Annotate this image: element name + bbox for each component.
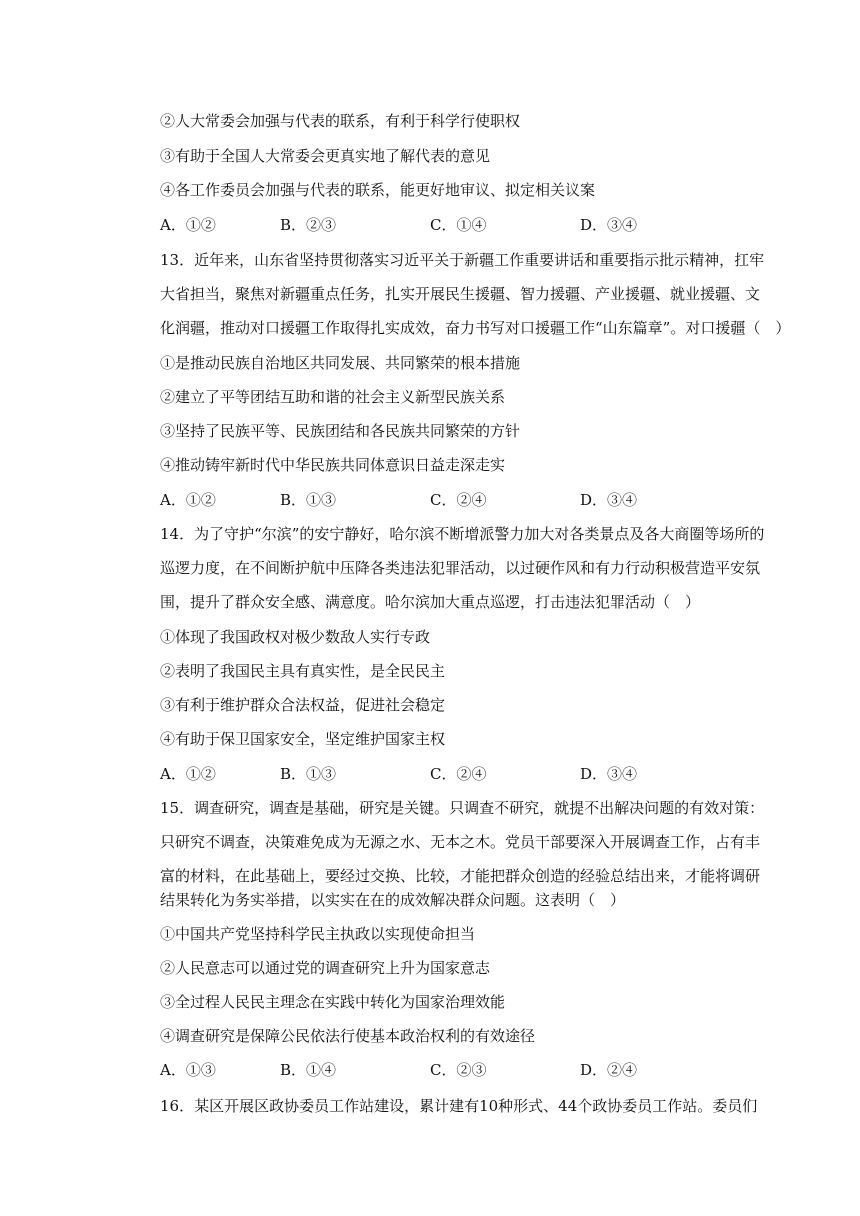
q15-stem-line-4: 结果转化为务实举措，以实实在在的成效解决群众问题。这表明（ ）: [160, 891, 626, 909]
q13-option-2: ②建立了平等团结互助和谐的社会主义新型民族关系: [160, 388, 506, 406]
q12-option-3: ③有助于全国人大常委会更真实地了解代表的意见: [160, 147, 491, 165]
q14-option-3: ③有利于维护群众合法权益，促进社会稳定: [160, 696, 446, 714]
q12-choice-b[interactable]: B．②③: [280, 216, 337, 234]
q15-option-1: ①中国共产党坚持科学民主执政以实现使命担当: [160, 925, 476, 943]
q14-stem-line-3: 围，提升了群众安全感、满意度。哈尔滨加大重点巡逻，打击违法犯罪活动（ ）: [160, 593, 701, 611]
q14-choice-c[interactable]: C．②④: [430, 765, 487, 783]
q15-option-3: ③全过程人民民主理念在实践中转化为国家治理效能: [160, 993, 506, 1011]
q15-choice-c[interactable]: C．②③: [430, 1061, 487, 1079]
q12-choice-a[interactable]: A．①②: [160, 216, 216, 234]
q15-choice-a[interactable]: A．①③: [160, 1061, 216, 1079]
q14-option-1: ①体现了我国政权对极少数敌人实行专政: [160, 628, 431, 646]
q13-stem-line-1: 13．近年来，山东省坚持贯彻落实习近平关于新疆工作重要讲话和重要指示批示精神，扛牢: [160, 251, 765, 269]
q15-option-2: ②人民意志可以通过党的调查研究上升为国家意志: [160, 959, 491, 977]
q15-option-4: ④调查研究是保障公民依法行使基本政治权利的有效途径: [160, 1027, 536, 1045]
q15-stem-line-2: 只研究不调查，决策难免成为无源之水、无本之木。党员干部要深入开展调查工作，占有丰: [160, 833, 761, 851]
q15-stem-line-3: 富的材料，在此基础上，要经过交换、比较，才能把群众创造的经验总结出来，才能将调研: [160, 867, 761, 885]
q13-choice-b[interactable]: B．①③: [280, 491, 337, 509]
q14-choice-d[interactable]: D．③④: [580, 765, 638, 783]
q15-choice-d[interactable]: D．②④: [580, 1061, 638, 1079]
q14-choice-a[interactable]: A．①②: [160, 765, 216, 783]
q12-choice-d[interactable]: D．③④: [580, 216, 638, 234]
q15-choice-b[interactable]: B．①④: [280, 1061, 337, 1079]
q13-stem-line-3: 化润疆，推动对口援疆工作取得扎实成效，奋力书写对口援疆工作“山东篇章”。对口援疆（ ）: [160, 319, 791, 337]
q12-option-2: ②人大常委会加强与代表的联系，有利于科学行使职权: [160, 112, 521, 130]
q13-option-3: ③坚持了民族平等、民族团结和各民族共同繁荣的方针: [160, 422, 521, 440]
q15-stem-line-1: 15．调查研究，调查是基础，研究是关键。只调查不研究，就提不出解决问题的有效对策：: [160, 799, 765, 817]
q13-option-4: ④推动铸牢新时代中华民族共同体意识日益走深走实: [160, 456, 506, 474]
q13-stem-line-2: 大省担当，聚焦对新疆重点任务，扎实开展民生援疆、智力援疆、产业援疆、就业援疆、文: [160, 285, 761, 303]
q13-choice-a[interactable]: A．①②: [160, 491, 216, 509]
q16-stem-line-1: 16．某区开展区政协委员工作站建设，累计建有10种形式、44个政协委员工作站。委员们: [160, 1097, 758, 1115]
q13-option-1: ①是推动民族自治地区共同发展、共同繁荣的根本措施: [160, 354, 521, 372]
q13-choice-c[interactable]: C．②④: [430, 491, 487, 509]
q12-option-4: ④各工作委员会加强与代表的联系，能更好地审议、拟定相关议案: [160, 181, 596, 199]
q14-option-2: ②表明了我国民主具有真实性，是全民民主: [160, 662, 446, 680]
q13-choice-d[interactable]: D．③④: [580, 491, 638, 509]
q12-choice-c[interactable]: C．①④: [430, 216, 487, 234]
q14-option-4: ④有助于保卫国家安全，坚定维护国家主权: [160, 730, 446, 748]
q14-stem-line-2: 巡逻力度，在不间断护航中压降各类违法犯罪活动，以过硬作风和有力行动积极营造平安氛: [160, 559, 761, 577]
q14-stem-line-1: 14．为了守护“尔滨”的安宁静好，哈尔滨不断增派警力加大对各类景点及各大商圈等场所的: [160, 525, 765, 543]
q14-choice-b[interactable]: B．①③: [280, 765, 337, 783]
